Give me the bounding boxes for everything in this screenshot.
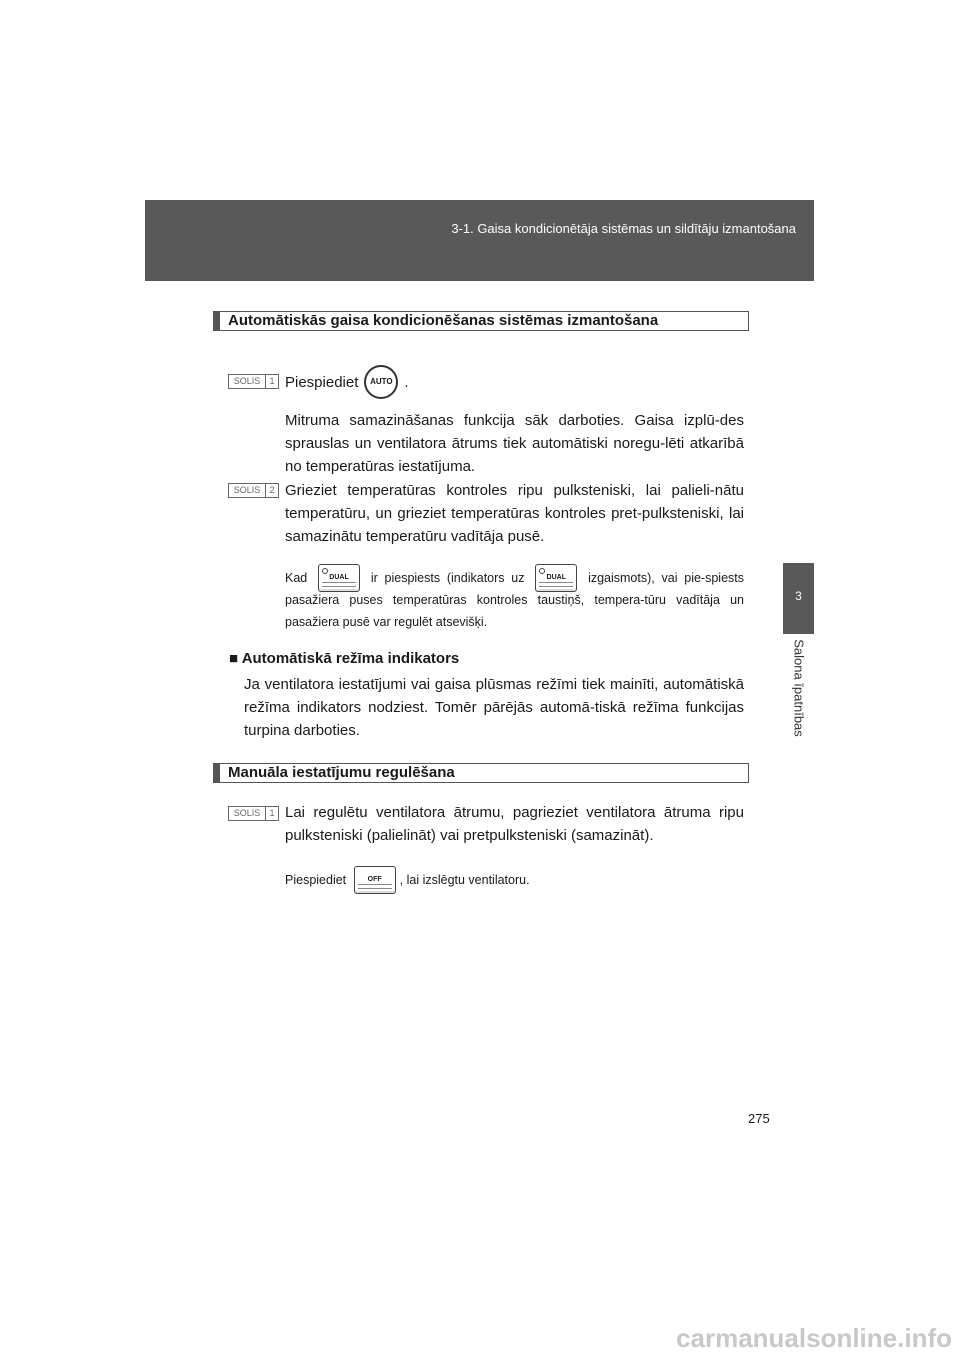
watermark: carmanualsonline.info	[676, 1323, 952, 1353]
chapter-tab-number: 3	[795, 589, 802, 603]
step-badge	[228, 806, 279, 821]
note-text	[285, 869, 744, 891]
step-text-before: Piespiediet	[285, 374, 359, 391]
note-part: Piespiediet	[285, 873, 347, 887]
chapter-tab-label: Salona īpatnības	[791, 639, 807, 737]
note-text	[285, 567, 744, 633]
note-part: izgaismots), vai pie-spiests pasažiera puses temperatūras kontroles taustiņš, tempera-tūru vadītāja un pasažiera pusē var regulēt atsevišķi.	[285, 571, 745, 629]
step-badge-number: 2	[269, 485, 275, 495]
step-badge-number: 1	[269, 808, 275, 818]
step-badge-word: SOLIS	[229, 807, 266, 820]
subsection-text: Ja ventilatora iestatījumi vai gaisa plūsmas režīmi tiek mainīti, automātiskā režīma indikators nodziest. Tomēr pārējās automā-tiskā režīma funkcijas turpina darboties.	[244, 676, 744, 739]
off-button-icon	[354, 866, 396, 894]
step-badge	[228, 374, 279, 389]
step-badge-word: SOLIS	[229, 375, 266, 388]
note-part: ir piespiests (indikators uz	[370, 571, 525, 585]
dual-button-icon	[318, 564, 360, 592]
note-part: Kad	[285, 571, 308, 585]
section-heading-auto: Automātiskās gaisa kondicionēšanas sistēmas izmantošana	[213, 311, 749, 331]
chapter-tab	[783, 563, 814, 634]
step-detail: Mitruma samazināšanas funkcija sāk darboties. Gaisa izplū-des sprauslas un ventilatora ātrums tiek automātiski noregu-lēti atkarībā no temperatūras iestatījuma.	[285, 412, 744, 475]
square-bullet-icon: ■	[229, 650, 239, 667]
chapter-title: 3-1. Gaisa kondicionētāja sistēmas un sildītāju izmantošana	[451, 221, 796, 236]
step-text-after: .	[404, 374, 409, 391]
step-badge-word: SOLIS	[229, 484, 266, 497]
subsection-heading	[229, 650, 459, 667]
step-text	[285, 371, 744, 394]
auto-button-icon: AUTO	[364, 365, 398, 399]
step-text: Grieziet temperatūras kontroles ripu pulksteniski, lai palieli-nātu temperatūru, un grieziet temperatūras kontroles pret-pulksteniski, lai samazinātu temperatūru vadītāja pusē.	[285, 482, 744, 545]
off-button-label: OFF	[367, 875, 382, 883]
section-heading-manual: Manuāla iestatījumu regulēšana	[213, 763, 749, 783]
dual-button-label: DUAL	[546, 573, 566, 581]
page-number: 275	[748, 1111, 770, 1126]
step-text: Lai regulētu ventilatora ātrumu, pagrieziet ventilatora ātruma ripu pulksteniski (palielināt) vai pretpulksteniski (samazināt).	[285, 804, 744, 844]
subsection-title: Automātiskā režīma indikators	[241, 650, 460, 667]
step-badge	[228, 483, 279, 498]
step-badge-number: 1	[269, 376, 275, 386]
dual-button-label: DUAL	[329, 573, 349, 581]
dual-button-icon	[535, 564, 577, 592]
note-part: , lai izslēgtu ventilatoru.	[399, 873, 530, 887]
chapter-header	[145, 200, 814, 281]
